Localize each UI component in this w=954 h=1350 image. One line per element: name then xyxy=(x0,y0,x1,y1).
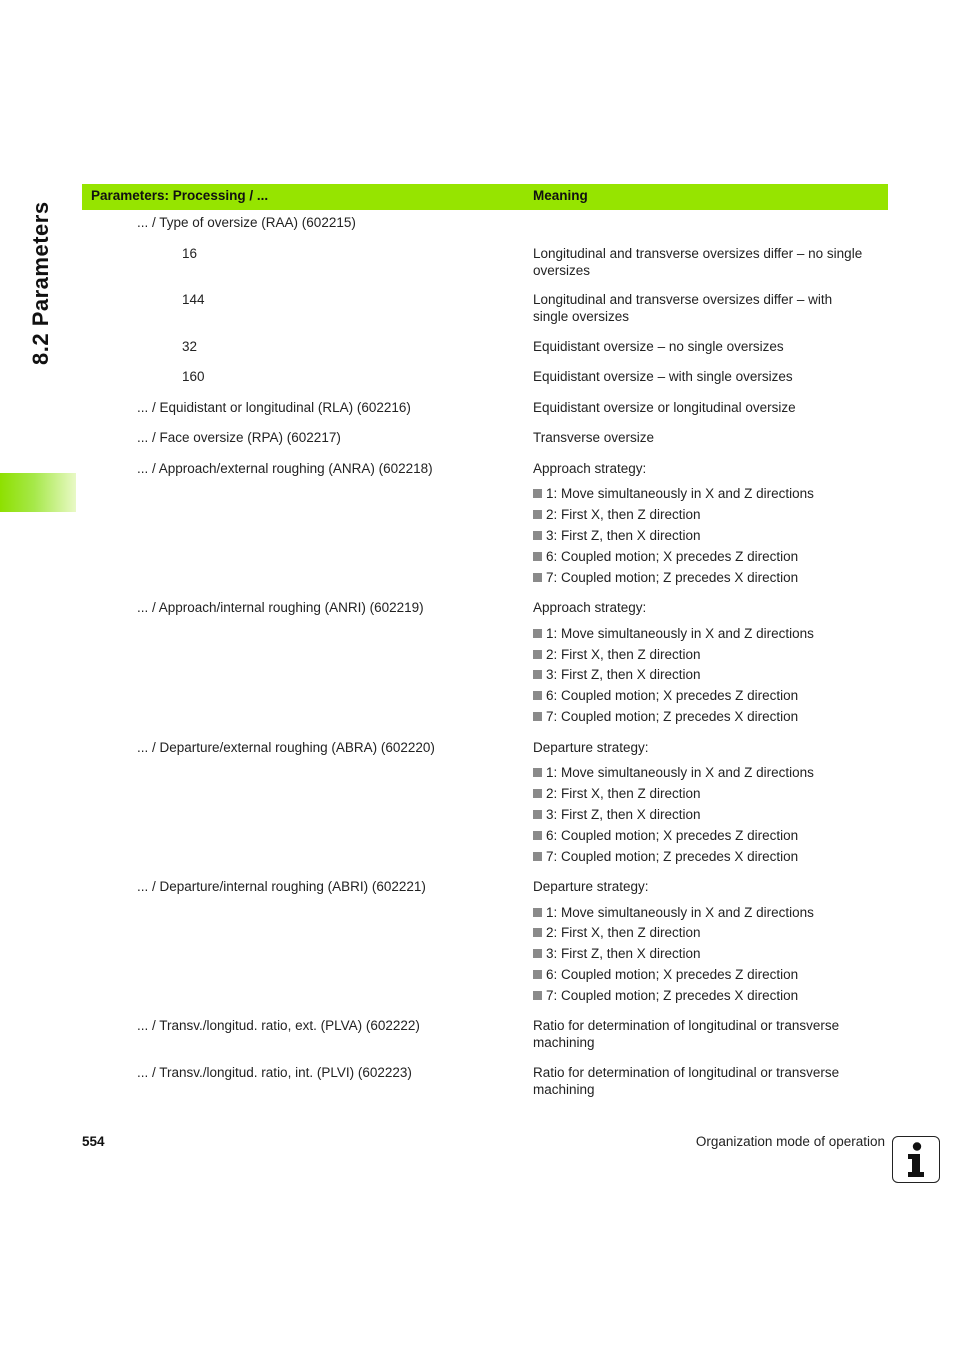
raa-meaning xyxy=(533,246,888,279)
info-glyph-icon xyxy=(893,1137,938,1181)
anri-meaning: Approach strategy: xyxy=(533,600,647,615)
option-text: 7: Coupled motion; Z precedes X direction xyxy=(546,709,799,724)
abra-meaning: Departure strategy: xyxy=(533,740,649,755)
raa-meaning xyxy=(533,369,888,386)
list-item xyxy=(533,946,888,963)
bullet-square-icon xyxy=(533,991,542,1000)
bullet-square-icon xyxy=(533,510,542,519)
param-anri: ... / Approach/internal roughing (ANRI) (602219) xyxy=(137,600,424,615)
rpa-meaning: Transverse oversize xyxy=(533,430,655,445)
header-parameters: Parameters: Processing / ... xyxy=(91,188,269,203)
raa-meaning-line: Equidistant oversize – with single oversizes xyxy=(533,369,793,384)
bullet-square-icon xyxy=(533,970,542,979)
param-abri: ... / Departure/internal roughing (ABRI) (602221) xyxy=(137,879,426,894)
list-item xyxy=(533,849,888,866)
raa-value: 32 xyxy=(182,339,198,354)
param-anra: ... / Approach/external roughing (ANRA) (602218) xyxy=(137,461,433,476)
list-item xyxy=(533,667,888,684)
header-meaning: Meaning xyxy=(533,188,588,203)
bullet-square-icon xyxy=(533,531,542,540)
raa-value: 144 xyxy=(182,292,205,307)
raa-meaning-line: single oversizes xyxy=(533,308,630,324)
option-text: 1: Move simultaneously in X and Z directions xyxy=(546,626,814,641)
option-text: 6: Coupled motion; X precedes Z direction xyxy=(546,967,799,982)
chapter-side-title-text: 8.2 Parameters xyxy=(28,201,53,365)
table-header xyxy=(82,184,888,210)
chapter-tab-marker xyxy=(0,473,76,512)
option-text: 7: Coupled motion; Z precedes X direction xyxy=(546,988,799,1003)
list-item xyxy=(533,507,888,524)
plvi-meaning-line: machining xyxy=(533,1081,595,1097)
chapter-side-title xyxy=(28,180,56,370)
option-text: 7: Coupled motion; Z precedes X direction xyxy=(546,570,799,585)
option-text: 1: Move simultaneously in X and Z directions xyxy=(546,765,814,780)
param-plvi: ... / Transv./longitud. ratio, int. (PLVI) (602223) xyxy=(137,1065,412,1080)
list-item xyxy=(533,807,888,824)
bullet-square-icon xyxy=(533,831,542,840)
plvi-meaning-line: Ratio for determination of longitudinal or transverse xyxy=(533,1065,840,1080)
bullet-square-icon xyxy=(533,670,542,679)
raa-meaning-line: Longitudinal and transverse oversizes differ – with xyxy=(533,292,833,307)
option-text: 1: Move simultaneously in X and Z directions xyxy=(546,905,814,920)
option-text: 6: Coupled motion; X precedes Z direction xyxy=(546,688,799,703)
list-item xyxy=(533,765,888,782)
option-text: 3: First Z, then X direction xyxy=(546,807,701,822)
param-rpa: ... / Face oversize (RPA) (602217) xyxy=(137,430,341,445)
bullet-square-icon xyxy=(533,552,542,561)
list-item xyxy=(533,905,888,922)
option-text: 3: First Z, then X direction xyxy=(546,946,701,961)
raa-meaning-line: Longitudinal and transverse oversizes differ – no single xyxy=(533,246,863,261)
option-text: 2: First X, then Z direction xyxy=(546,925,701,940)
bullet-square-icon xyxy=(533,768,542,777)
list-item xyxy=(533,967,888,984)
option-text: 6: Coupled motion; X precedes Z direction xyxy=(546,549,799,564)
list-item xyxy=(533,549,888,566)
plva-meaning xyxy=(533,1018,888,1051)
list-item xyxy=(533,988,888,1005)
page-number: 554 xyxy=(82,1134,105,1149)
list-item xyxy=(533,828,888,845)
option-text: 6: Coupled motion; X precedes Z direction xyxy=(546,828,799,843)
plva-meaning-line: machining xyxy=(533,1034,595,1050)
option-text: 2: First X, then Z direction xyxy=(546,786,701,801)
raa-value: 16 xyxy=(182,246,198,261)
list-item xyxy=(533,647,888,664)
raa-meaning-line: oversizes xyxy=(533,262,591,278)
raa-value: 160 xyxy=(182,369,205,384)
list-item xyxy=(533,626,888,643)
abri-meaning: Departure strategy: xyxy=(533,879,649,894)
param-raa: ... / Type of oversize (RAA) (602215) xyxy=(137,215,356,230)
bullet-square-icon xyxy=(533,650,542,659)
param-rla: ... / Equidistant or longitudinal (RLA) (602216) xyxy=(137,400,411,415)
option-text: 7: Coupled motion; Z precedes X direction xyxy=(546,849,799,864)
list-item xyxy=(533,528,888,545)
bullet-square-icon xyxy=(533,629,542,638)
param-abra: ... / Departure/external roughing (ABRA) (602220) xyxy=(137,740,435,755)
bullet-square-icon xyxy=(533,928,542,937)
bullet-square-icon xyxy=(533,908,542,917)
list-item xyxy=(533,486,888,503)
option-text: 3: First Z, then X direction xyxy=(546,528,701,543)
plvi-meaning xyxy=(533,1065,888,1098)
option-text: 2: First X, then Z direction xyxy=(546,647,701,662)
bullet-square-icon xyxy=(533,712,542,721)
raa-meaning xyxy=(533,339,888,356)
raa-meaning-line: Equidistant oversize – no single oversizes xyxy=(533,339,784,354)
plva-meaning-line: Ratio for determination of longitudinal or transverse xyxy=(533,1018,840,1033)
bullet-square-icon xyxy=(533,691,542,700)
option-text: 1: Move simultaneously in X and Z directions xyxy=(546,486,814,501)
option-text: 2: First X, then Z direction xyxy=(546,507,701,522)
bullet-square-icon xyxy=(533,852,542,861)
anra-meaning: Approach strategy: xyxy=(533,461,647,476)
list-item xyxy=(533,570,888,587)
info-icon[interactable] xyxy=(892,1136,940,1183)
bullet-square-icon xyxy=(533,810,542,819)
raa-meaning xyxy=(533,292,888,325)
list-item xyxy=(533,709,888,726)
bullet-square-icon xyxy=(533,949,542,958)
param-plva: ... / Transv./longitud. ratio, ext. (PLVA) (602222) xyxy=(137,1018,420,1033)
list-item xyxy=(533,688,888,705)
bullet-square-icon xyxy=(533,789,542,798)
footer-section-title: Organization mode of operation xyxy=(695,1134,885,1149)
list-item xyxy=(533,786,888,803)
bullet-square-icon xyxy=(533,573,542,582)
bullet-square-icon xyxy=(533,489,542,498)
option-text: 3: First Z, then X direction xyxy=(546,667,701,682)
rla-meaning: Equidistant oversize or longitudinal oversize xyxy=(533,400,796,415)
list-item xyxy=(533,925,888,942)
